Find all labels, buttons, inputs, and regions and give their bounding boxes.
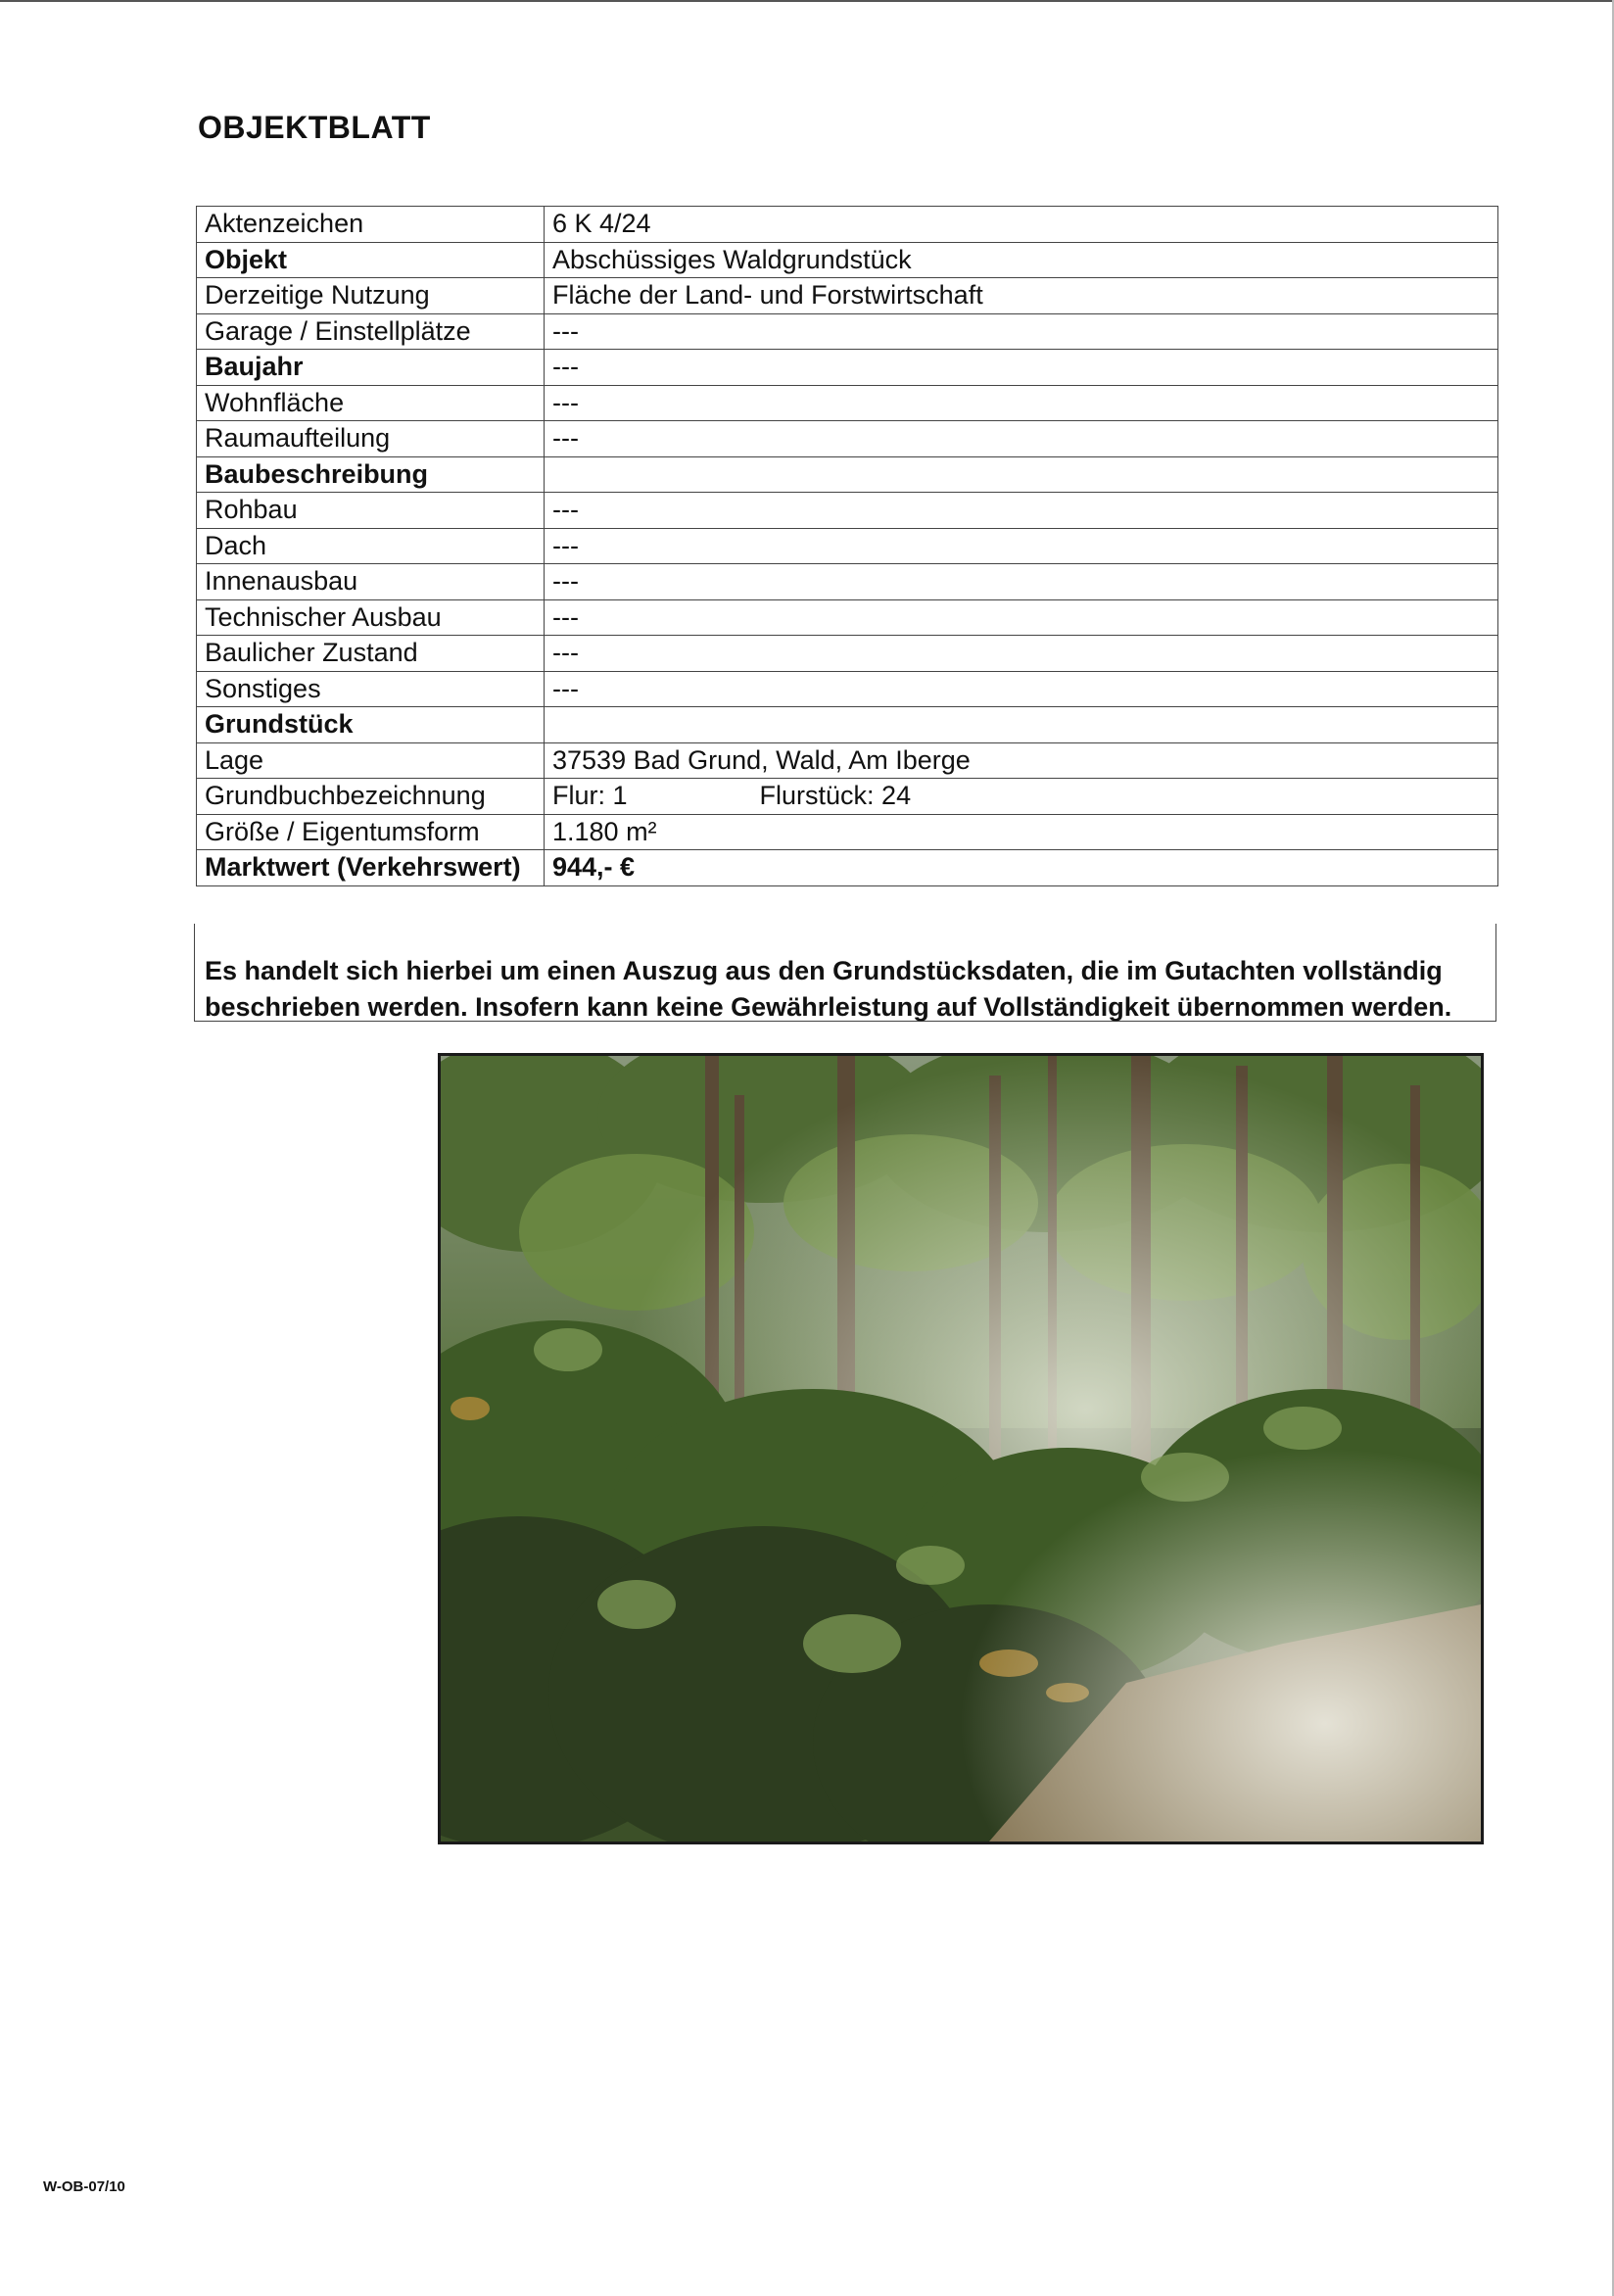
row-value: Abschüssiges Waldgrundstück: [545, 242, 1498, 278]
row-value: ---: [545, 564, 1498, 600]
row-label: Sonstiges: [197, 671, 545, 707]
row-value: Fläche der Land- und Forstwirtschaft: [545, 278, 1498, 314]
table-row: [197, 350, 1498, 386]
row-value: ---: [545, 421, 1498, 457]
table-row: [197, 421, 1498, 457]
row-value: ---: [545, 528, 1498, 564]
document-title: OBJEKTBLATT: [198, 110, 431, 145]
market-value: 944,- €: [545, 850, 1498, 886]
table-row: [197, 313, 1498, 350]
row-label: Lage: [197, 742, 545, 779]
flurstueck-value: Flurstück: 24: [759, 781, 912, 811]
row-label: Marktwert (Verkehrswert): [197, 850, 545, 886]
object-data-table: [196, 206, 1498, 886]
row-label: Baulicher Zustand: [197, 636, 545, 672]
row-value: ---: [545, 385, 1498, 421]
table-row: [197, 528, 1498, 564]
row-value: [545, 707, 1498, 743]
row-label: Derzeitige Nutzung: [197, 278, 545, 314]
row-value: ---: [545, 636, 1498, 672]
section-label: Baubeschreibung: [197, 456, 545, 493]
row-value: 6 K 4/24: [545, 207, 1498, 243]
row-value: ---: [545, 350, 1498, 386]
row-label: Wohnfläche: [197, 385, 545, 421]
forest-photo: [438, 1053, 1484, 1844]
row-value: 37539 Bad Grund, Wald, Am Iberge: [545, 742, 1498, 779]
row-label: Größe / Eigentumsform: [197, 814, 545, 850]
disclaimer-note: Es handelt sich hierbei um einen Auszug aus den Grundstücksdaten, die im Gutachten vollständig beschrieben werden. Insofern kann keine Gewährleistung auf Vollständigkeit übernommen werden.: [194, 924, 1496, 1022]
table-section-row: [197, 456, 1498, 493]
table-row: [197, 493, 1498, 529]
row-value: [545, 779, 1498, 815]
row-value: ---: [545, 493, 1498, 529]
row-label: Rohbau: [197, 493, 545, 529]
row-label: Raumaufteilung: [197, 421, 545, 457]
row-label: Innenausbau: [197, 564, 545, 600]
table-row: [197, 242, 1498, 278]
row-value: 1.180 m²: [545, 814, 1498, 850]
table-row: [197, 385, 1498, 421]
table-row: [197, 779, 1498, 815]
forest-photo-icon: [441, 1056, 1481, 1842]
table-row: [197, 564, 1498, 600]
page-top-border: [0, 0, 1614, 2]
row-label: Technischer Ausbau: [197, 599, 545, 636]
form-code: W-OB-07/10: [43, 2178, 125, 2195]
row-value: ---: [545, 313, 1498, 350]
row-value: [545, 456, 1498, 493]
row-value: ---: [545, 599, 1498, 636]
row-label: Objekt: [197, 242, 545, 278]
table-row: [197, 814, 1498, 850]
table-row: [197, 671, 1498, 707]
row-label: Dach: [197, 528, 545, 564]
row-label: Garage / Einstellplätze: [197, 313, 545, 350]
table-row: [197, 742, 1498, 779]
row-label: Grundbuchbezeichnung: [197, 779, 545, 815]
table-row: [197, 599, 1498, 636]
table-row: [197, 850, 1498, 886]
table-row: [197, 207, 1498, 243]
table-row: [197, 636, 1498, 672]
table-row: [197, 278, 1498, 314]
row-label: Baujahr: [197, 350, 545, 386]
table-section-row: [197, 707, 1498, 743]
flur-value: Flur: 1: [552, 781, 628, 811]
row-label: Aktenzeichen: [197, 207, 545, 243]
row-value: ---: [545, 671, 1498, 707]
section-label: Grundstück: [197, 707, 545, 743]
